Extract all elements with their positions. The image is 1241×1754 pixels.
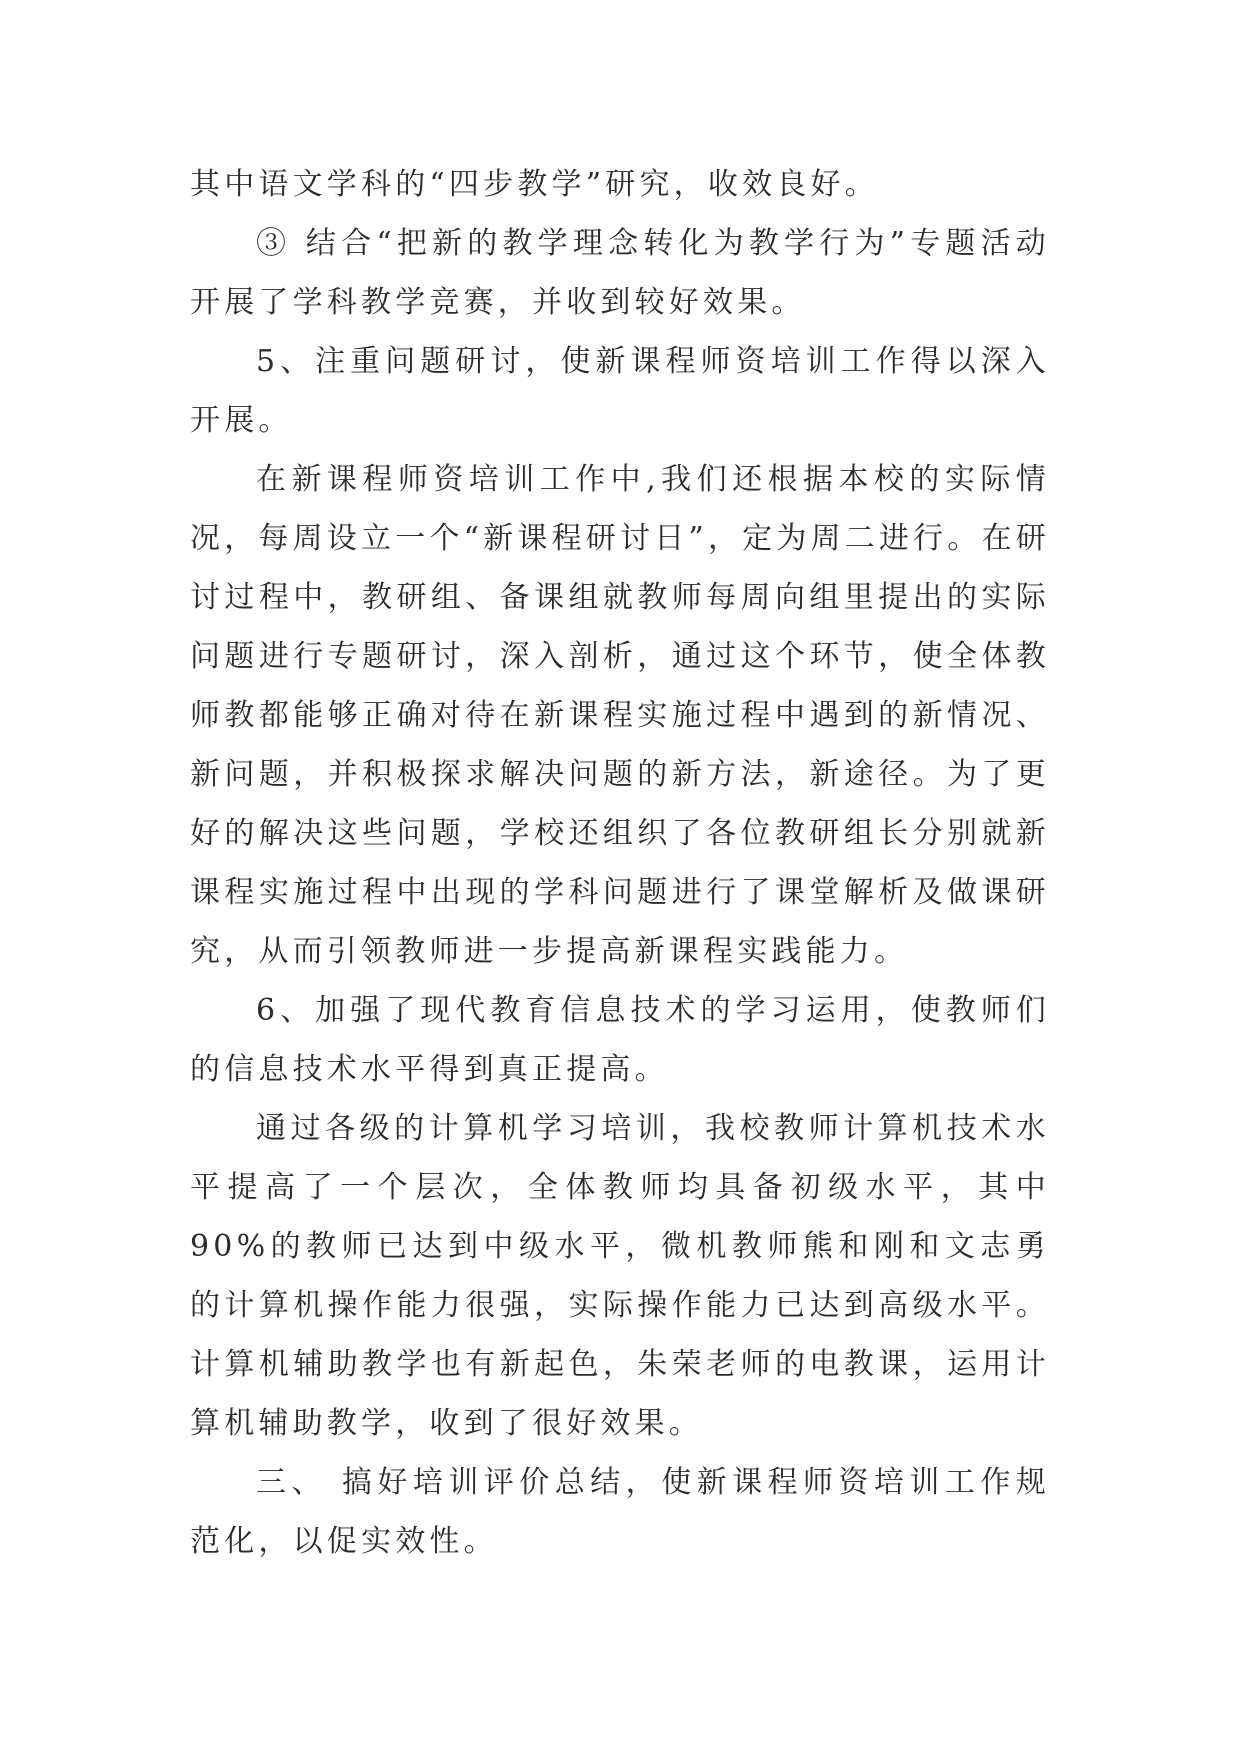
paragraph-6: 通过各级的计算机学习培训，我校教师计算机技术水平提高了一个层次，全体教师均具备初级水平，其中90%的教师已达到中级水平，微机教师熊和刚和文志勇的计算机操作能力很强，实际操作能力已达到高级水平。计算机辅助教学也有新起色，朱荣老师的电教课，运用计算机辅助教学，收到了很好效果。 [190,1111,1050,1441]
paragraph-3-heading: 5、注重问题研讨，使新课程师资培训工作得以深入开展。 [190,344,1050,438]
paragraph-1: 其中语文学科的“四步教学”研究，收效良好。 [190,167,879,202]
paragraph-2: ③ 结合“把新的教学理念转化为教学行为”专题活动开展了学科教学竞赛，并收到较好效果。 [190,226,1050,320]
document-body [190,155,1050,1571]
paragraph-5-heading: 6、加强了现代教育信息技术的学习运用，使教师们的信息技术水平得到真正提高。 [190,993,1050,1087]
paragraph-7-heading: 三、 搞好培训评价总结，使新课程师资培训工作规范化，以促实效性。 [190,1465,1050,1559]
paragraph-4: 在新课程师资培训工作中,我们还根据本校的实际情况，每周设立一个“新课程研讨日”，定为周二进行。在研讨过程中，教研组、备课组就教师每周向组里提出的实际问题进行专题研讨，深入剖析，通过这个环节，使全体教师教都能够正确对待在新课程实施过程中遇到的新情况、新问题，并积极探求解决问题的新方法，新途径。为了更好的解决这些问题，学校还组织了各位教研组长分别就新课程实施过程中出现的学科问题进行了课堂解析及做课研究，从而引领教师进一步提高新课程实践能力。 [190,462,1050,969]
